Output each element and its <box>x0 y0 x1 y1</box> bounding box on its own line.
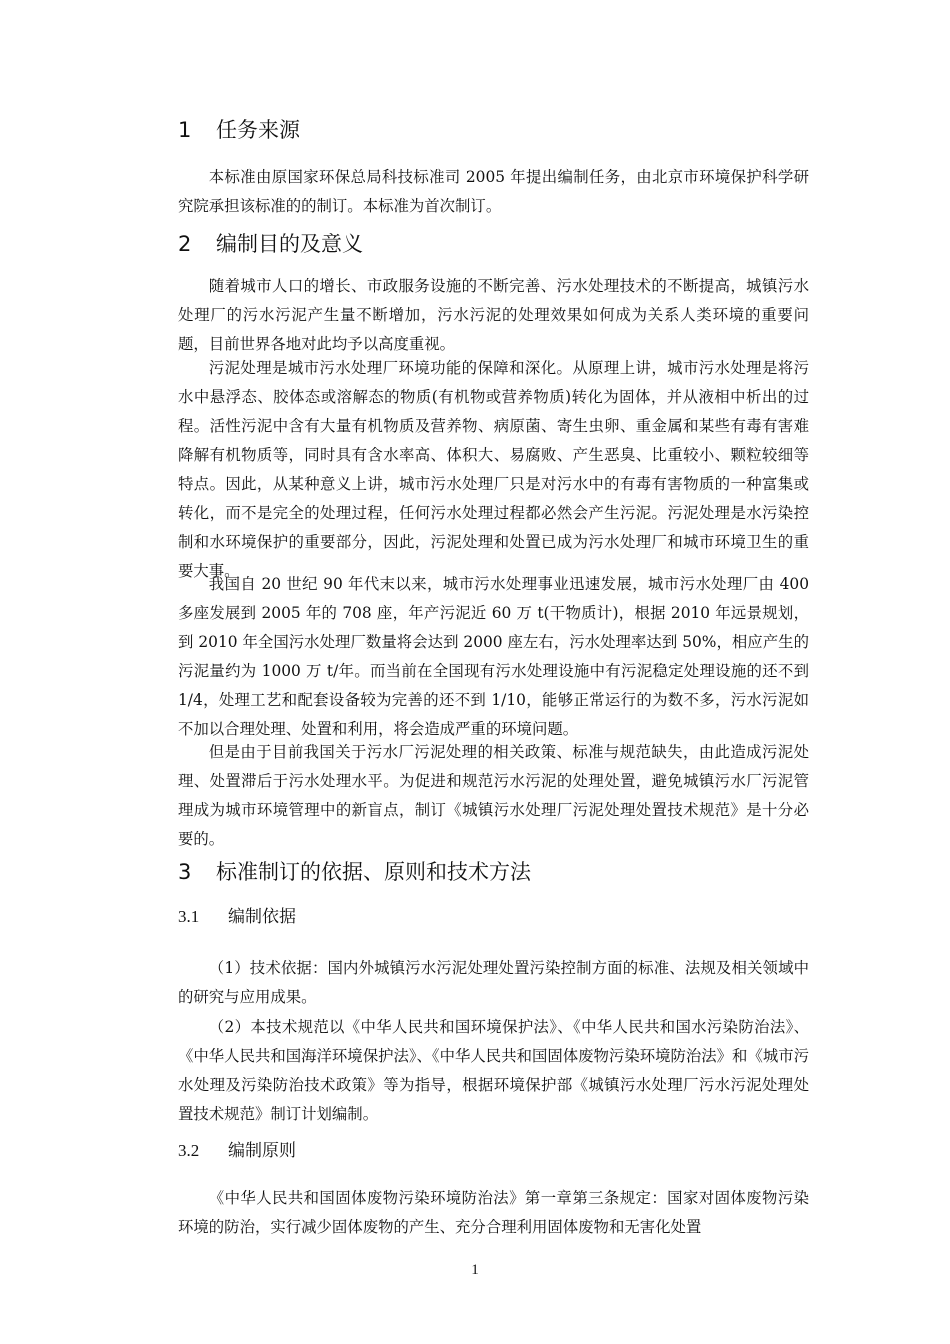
paragraph: 但是由于目前我国关于污水厂污泥处理的相关政策、标准与规范缺失，由此造成污泥处理、处置滞后于污水处理水平。为促进和规范污水污泥的处理处置，避免城镇污水厂污泥管理成为城市环境管理中的新盲点，制订《城镇污水处理厂污泥处理处置技术规范》是十分必要的。 <box>178 743 809 848</box>
section-title: 任务来源 <box>216 118 300 142</box>
section-number: 3 <box>178 860 192 884</box>
paragraph: 我国自 20 世纪 90 年代末以来，城市污水处理事业迅速发展，城市污水处理厂由 400 多座发展到 2005 年的 708 座，年产污泥近 60 万 t(干物质计)，根据 2010 年远景规划，到 2010 年全国污水处理厂数量将会达到 2000 座左右，污水处理率达到 50%，相应产生的污泥量约为 1000 万 t/年。而当前在全国现有污水处理设施中有污泥稳定处理设施的还不到 1/4，处理工艺和配套设备较为完善的还不到 1/10，能够正常运行的为数不多，污水污泥如不加以合理处理、处置和利用，将会造成严重的环境问题。 <box>178 575 809 738</box>
subsection-number: 3.1 <box>178 907 200 926</box>
paragraph: 本标准由原国家环保总局科技标准司 2005 年提出编制任务，由北京市环境保护科学研究院承担该标准的的制订。本标准为首次制订。 <box>178 168 809 215</box>
section-3-heading <box>178 857 531 887</box>
paragraph: 随着城市人口的增长、市政服务设施的不断完善、污水处理技术的不断提高，城镇污水处理厂的污水污泥产生量不断增加，污水污泥的处理效果如何成为关系人类环境的重要问题，目前世界各地对此均予以高度重视。 <box>178 277 809 353</box>
subsection-3-1-heading <box>178 904 296 930</box>
section-title: 编制目的及意义 <box>216 232 363 256</box>
page-number: 1 <box>471 1262 479 1278</box>
section-number: 2 <box>178 232 192 256</box>
paragraph: （1）技术依据：国内外城镇污水污泥处理处置污染控制方面的标准、法规及相关领域中的研究与应用成果。 <box>178 959 809 1006</box>
paragraph: （2）本技术规范以《中华人民共和国环境保护法》、《中华人民共和国水污染防治法》、《中华人民共和国海洋环境保护法》、《中华人民共和国固体废物污染环境防治法》和《城市污水处理及污染防治技术政策》等为指导，根据环境保护部《城镇污水处理厂污水污泥处理处置技术规范》制订计划编制。 <box>178 1018 810 1123</box>
subsection-title: 编制依据 <box>228 907 296 927</box>
paragraph: 《中华人民共和国固体废物污染环境防治法》第一章第三条规定：国家对固体废物污染环境的防治，实行减少固体废物的产生、充分合理利用固体废物和无害化处置 <box>178 1189 809 1236</box>
subsection-number: 3.2 <box>178 1141 200 1160</box>
section-title: 标准制订的依据、原则和技术方法 <box>216 860 531 884</box>
section-number: 1 <box>178 118 192 142</box>
section-1-heading <box>178 115 300 145</box>
subsection-title: 编制原则 <box>228 1141 296 1161</box>
subsection-3-2-heading <box>178 1138 296 1164</box>
paragraph: 污泥处理是城市污水处理厂环境功能的保障和深化。从原理上讲，城市污水处理是将污水中悬浮态、胶体态或溶解态的物质(有机物或营养物质)转化为固体，并从液相中析出的过程。活性污泥中含有大量有机物质及营养物、病原菌、寄生虫卵、重金属和某些有毒有害难降解有机物质等，同时具有含水率高、体积大、易腐败、产生恶臭、比重较小、颗粒较细等特点。因此，从某种意义上讲，城市污水处理厂只是对污水中的有毒有害物质的一种富集或转化，而不是完全的处理过程，任何污水处理过程都必然会产生污泥。污泥处理是水污染控制和水环境保护的重要部分，因此，污泥处理和处置已成为污水处理厂和城市环境卫生的重要大事。 <box>178 359 809 580</box>
section-2-heading <box>178 229 363 259</box>
